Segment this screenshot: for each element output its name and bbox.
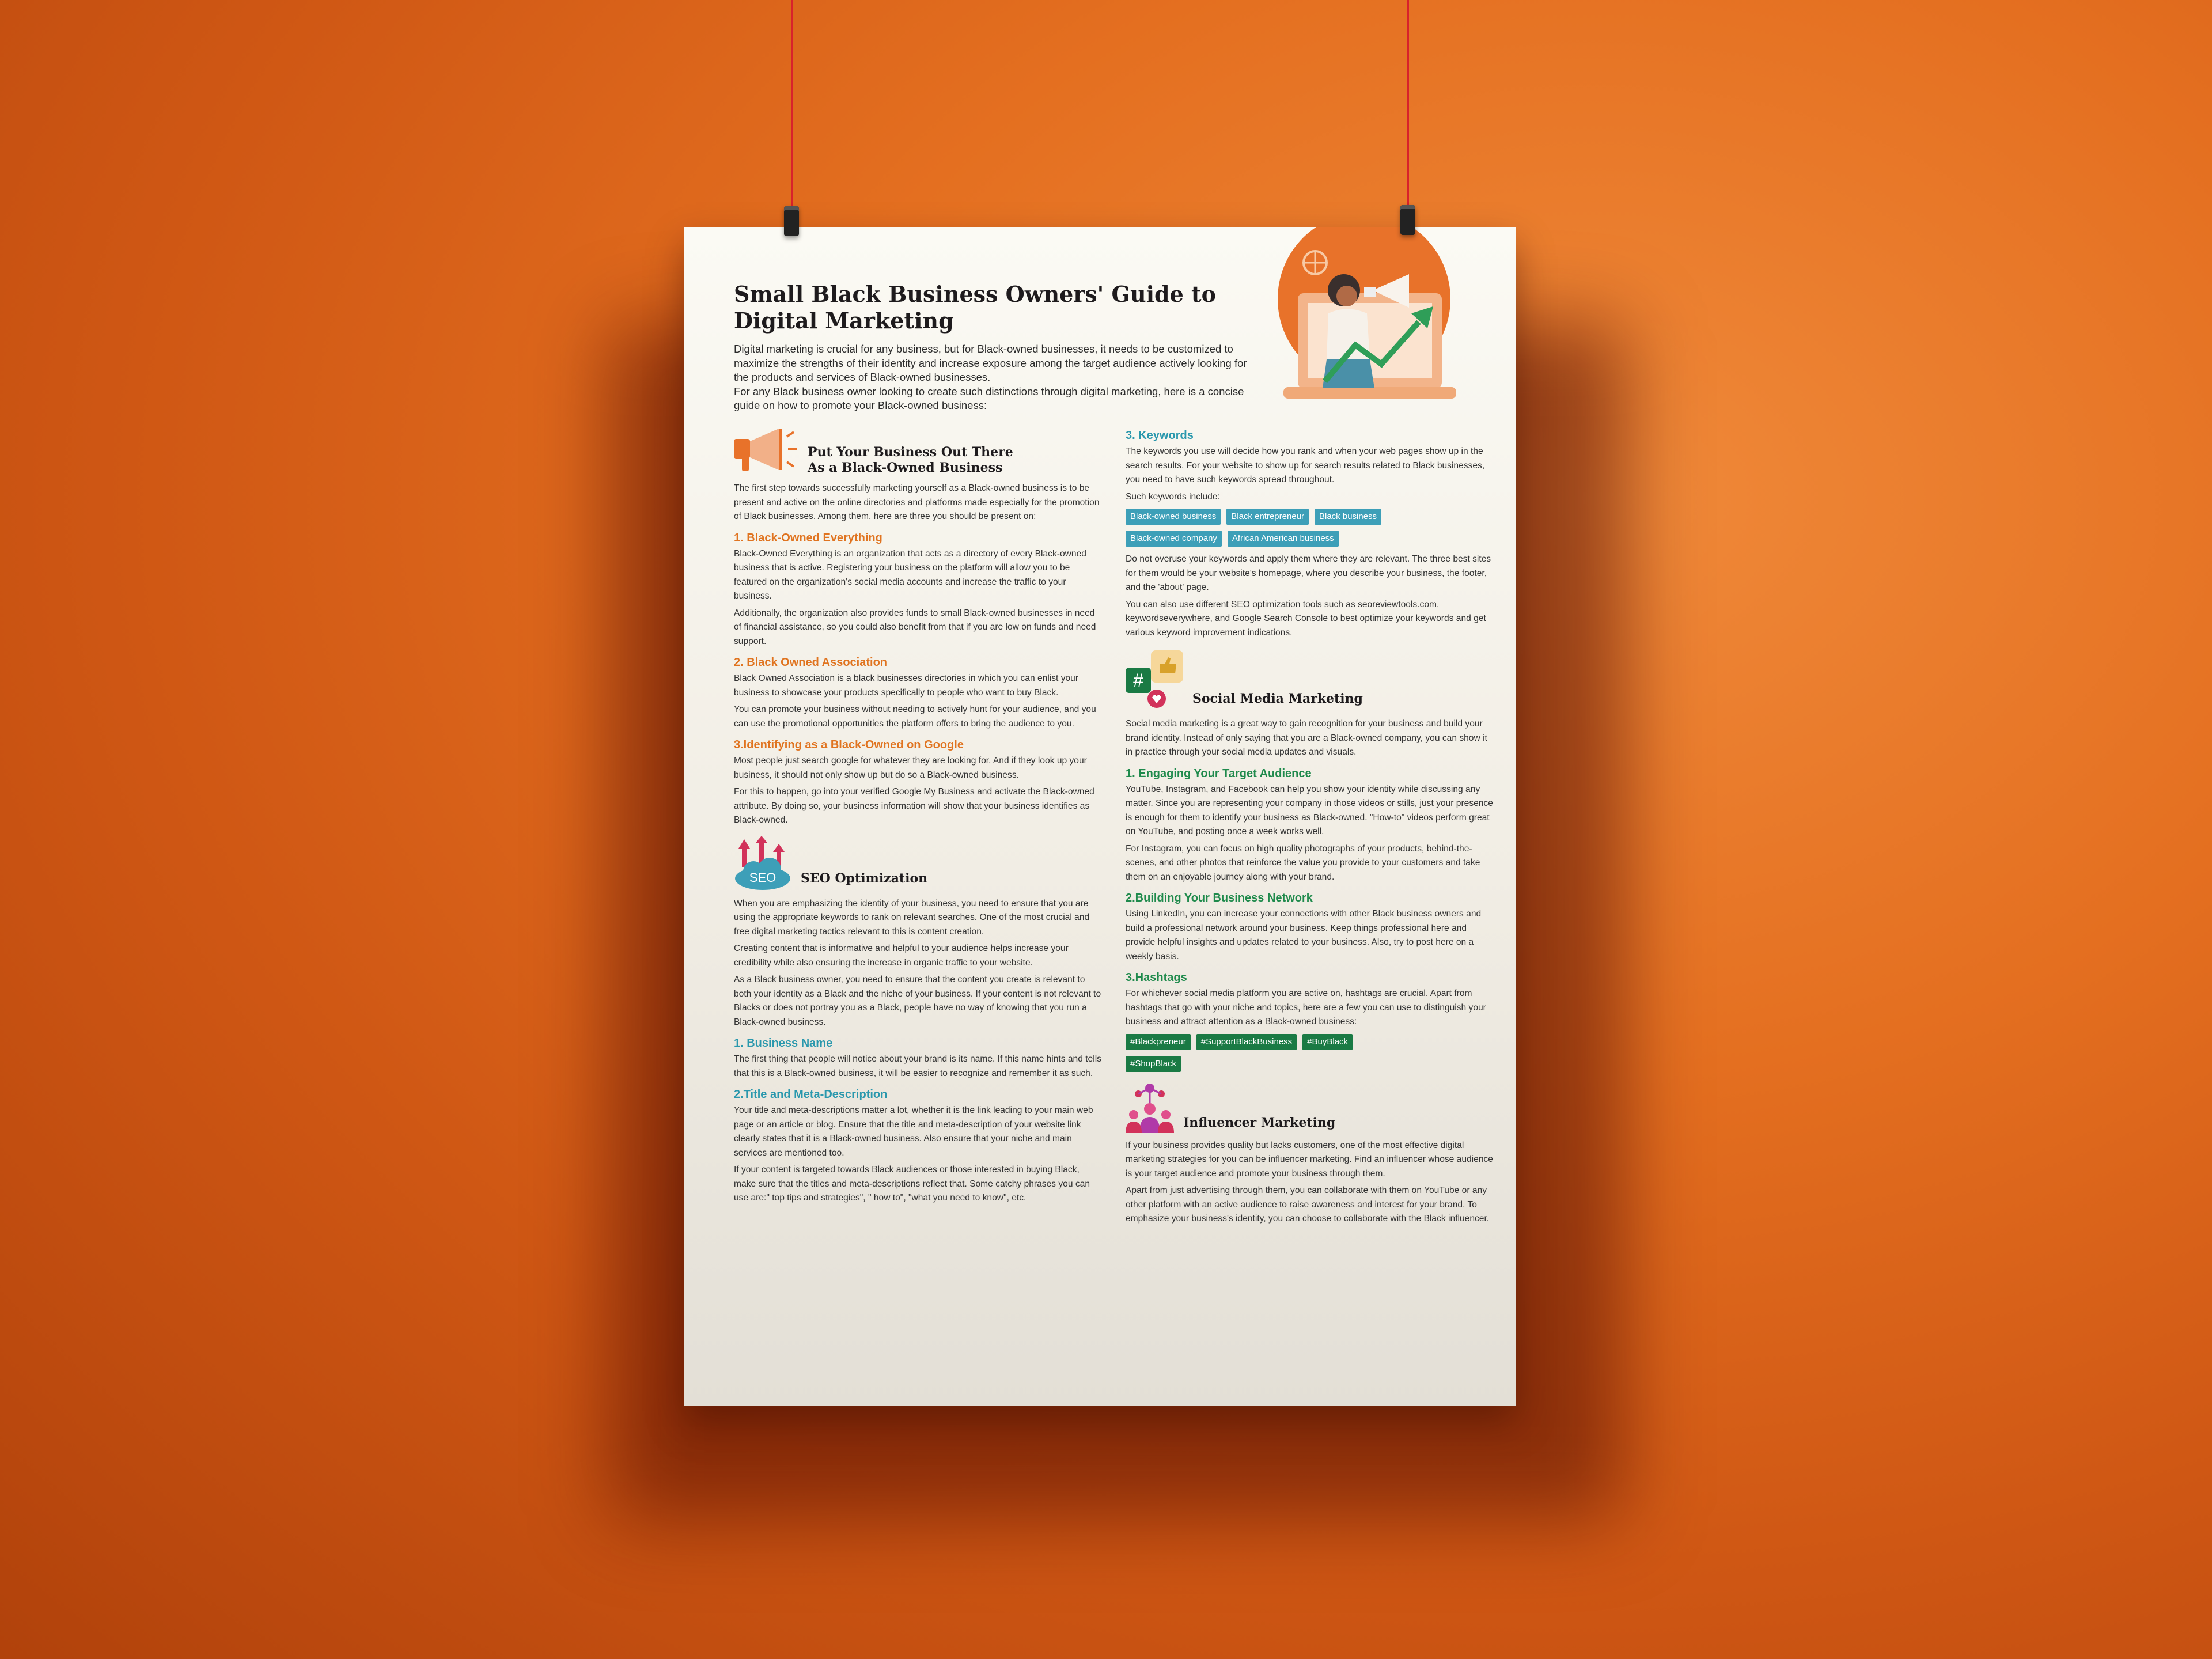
paragraph: The keywords you use will decide how you rank and when your web pages show up in the search results. For your website to show up for search results related to Black businesses, you need to have such keywords spread throughout.: [1126, 446, 1485, 484]
paragraph: When you are emphasizing the identity of your business, you need to ensure that you are using the appropriate keywords to rank on relevant searches. One of the most crucial and free digital marketing tactics relevant to this is content creation.: [734, 898, 1090, 937]
subheading-black-owned-everything: 1. Black-Owned Everything: [734, 531, 882, 544]
keyword-tags: [1126, 509, 1471, 547]
poster: [684, 227, 1516, 1406]
left-column: [734, 429, 1103, 1209]
paragraph: Black-Owned Everything is an organization that acts as a directory of every Black-owned business that is active. Registering your business on the platform will allow you to be featured on the organization's social media accounts and increase the traffic to your business.: [734, 548, 1086, 601]
hashtag-tag: #SupportBlackBusiness: [1196, 1034, 1297, 1050]
paragraph: Black Owned Association is a black businesses directories in which you can enlist your business to showcase your products specifically to people who want to buy Black.: [734, 673, 1079, 698]
poster-clip-left: [784, 206, 799, 236]
svg-text:#: #: [1133, 670, 1143, 691]
paragraph: Apart from just advertising through them, you can collaborate with them on YouTube or any other platform with an active audience to raise awareness and interest for your brand. To emphasize your business's identity, you can choose to collaborate with the Black influencer.: [1126, 1185, 1490, 1224]
intro-paragraph: Digital marketing is crucial for any business, but for Black-owned businesses, it needs to be customized to maximize the strengths of their identity and increase exposure among the target audience actively looking for the products and services of Black-owned businesses.: [734, 343, 1247, 383]
subheading-black-owned-association: 2. Black Owned Association: [734, 656, 888, 669]
put-out-section-header: [734, 429, 1103, 476]
put-out-title: [808, 445, 1013, 476]
subheading-engaging-audience: 1. Engaging Your Target Audience: [1126, 767, 1312, 780]
poster-title: Small Black Business Owners' Guide to Digital Marketing: [734, 281, 1216, 334]
paragraph: If your business provides quality but lacks customers, one of the most effective digital marketing strategies for you can be influencer marketing. Find an influencer whose audience is your target audience and promote your business through them.: [1126, 1140, 1493, 1179]
social-title: Social Media Marketing: [1192, 691, 1363, 706]
hashtag-tag: #BuyBlack: [1302, 1034, 1353, 1050]
paragraph: Using LinkedIn, you can increase your connections with other Black business owners and build a professional network around your business. Keep things professional here and provide helpful insights and updates related to your business. Also, try to post here on a weekly basis.: [1126, 909, 1482, 961]
paragraph: YouTube, Instagram, and Facebook can help you show your identity while discussing any matter. Since you are representing your company in those videos or stills, just your presence is enough for them to identify your business as Black-owned. "How-to" videos perform great on YouTube, and posting once a week works well.: [1126, 784, 1493, 836]
paragraph: Your title and meta-descriptions matter a lot, whether it is the link leading to your main web page or an article or blog. Ensure that the title and meta-description of your website link clearly states that it is a Black-owned business. Also ensure that your niche and main services are mentioned too.: [734, 1105, 1093, 1158]
hanging-string-left: [791, 0, 793, 213]
paragraph: The first thing that people will notice about your brand is its name. If this name hints and tells that this is a Black-owned business, it will be easier to recognize and remember it as such.: [734, 1054, 1101, 1078]
keyword-tag: Black-owned business: [1126, 509, 1221, 525]
subheading-title-meta: 2.Title and Meta-Description: [734, 1088, 888, 1101]
keyword-tag: African American business: [1228, 531, 1339, 547]
influencer-network-icon: [1126, 1081, 1174, 1133]
seo-cloud-icon: [734, 836, 791, 891]
subheading-keywords: 3. Keywords: [1126, 429, 1194, 442]
paragraph: Social media marketing is a great way to gain recognition for your business and build your brand identity. Instead of only saying that you are a Black-owned company, you can show it in practice through your social media updates and visuals.: [1126, 719, 1487, 757]
paragraph: You can promote your business without needing to actively hunt for your audience, and you can use the promotional opportunities the platform offers to bring the audience to you.: [734, 704, 1096, 729]
intro-text: [734, 342, 1252, 413]
poster-clip-right: [1400, 205, 1415, 235]
paragraph: For this to happen, go into your verified Google My Business and activate the Black-owned attribute. By doing so, your business information will show that your business identifies as Black-owned.: [734, 787, 1094, 825]
paragraph: Creating content that is informative and helpful to your audience helps increase your credibility while also ensuring the increase in organic traffic to your website.: [734, 944, 1069, 968]
put-out-title-line: Put Your Business Out There: [808, 445, 1013, 460]
influencer-section-header: [1126, 1081, 1494, 1133]
hanging-string-right: [1407, 0, 1409, 209]
paragraph: For Instagram, you can focus on high quality photographs of your products, behind-the-scenes, and other photos that reinforce the value you provide to your customers and take them on an enjoyable journey along with your brand.: [1126, 843, 1480, 882]
keyword-tag: Black-owned company: [1126, 531, 1222, 547]
paragraph: You can also use different SEO optimization tools such as seoreviewtools.com, keywordseverywhere, and Google Search Console to best optimize your keywords and get various keyword improvement indications.: [1126, 599, 1486, 638]
influencer-title: Influencer Marketing: [1183, 1115, 1336, 1130]
paragraph: Such keywords include:: [1126, 491, 1220, 502]
megaphone-woman-illustration: [1260, 227, 1479, 417]
subheading-business-name: 1. Business Name: [734, 1037, 833, 1050]
seo-title: SEO Optimization: [801, 870, 928, 886]
seo-icon-text: SEO: [749, 870, 777, 885]
seo-section-header: [734, 836, 1103, 891]
intro-paragraph: For any Black business owner looking to create such distinctions through digital marketing, here is a concise guide on how to promote your Black-owned business:: [734, 385, 1244, 411]
right-column: [1126, 429, 1494, 1229]
hashtag-tag: #ShopBlack: [1126, 1056, 1181, 1072]
put-out-intro: The first step towards successfully marketing yourself as a Black-owned business is to be present and active on the online directories and platforms made especially for the promotion of Black businesses. Among them, here are three you should be present on:: [734, 483, 1100, 521]
social-media-icon: [1126, 650, 1183, 711]
subheading-hashtags: 3.Hashtags: [1126, 971, 1187, 984]
megaphone-icon: [734, 429, 798, 476]
subheading-google: 3.Identifying as a Black-Owned on Google: [734, 738, 964, 751]
paragraph: Most people just search google for whatever they are looking for. And if they look up your business, it should not only show up but do so a Black-owned business.: [734, 756, 1087, 780]
paragraph: Do not overuse your keywords and apply them where they are relevant. The three best sites for them would be your website's homepage, where you describe your business, the footer, and the 'about' page.: [1126, 554, 1491, 592]
paragraph: Additionally, the organization also provides funds to small Black-owned businesses in need of financial assistance, so you could also benefit from that if you are low on funds and need support.: [734, 608, 1096, 646]
keyword-tag: Black business: [1315, 509, 1381, 525]
paragraph: If your content is targeted towards Black audiences or those interested in buying Black, make sure that the titles and meta-descriptions reflect that. Some catchy phrases you can use are:" top tips and strategies", " how to", "what you need to know", etc.: [734, 1165, 1090, 1203]
hashtag-tags: [1126, 1034, 1368, 1072]
put-out-title-line: As a Black-Owned Business: [808, 460, 1003, 475]
social-section-header: [1126, 650, 1494, 711]
subheading-business-network: 2.Building Your Business Network: [1126, 892, 1313, 904]
hashtag-tag: #Blackpreneur: [1126, 1034, 1191, 1050]
paragraph: As a Black business owner, you need to ensure that the content you create is relevant to both your identity as a Black and the niche of your business. If your content is not relevant to Blacks or does not portray you as a Black, people have no way of knowing that you run a Black-owned business.: [734, 975, 1101, 1027]
paragraph: For whichever social media platform you are active on, hashtags are crucial. Apart from hashtags that go with your niche and topics, here are a few you can use to distinguish your business and attract attention as a Black-owned business:: [1126, 988, 1486, 1027]
keyword-tag: Black entrepreneur: [1226, 509, 1309, 525]
